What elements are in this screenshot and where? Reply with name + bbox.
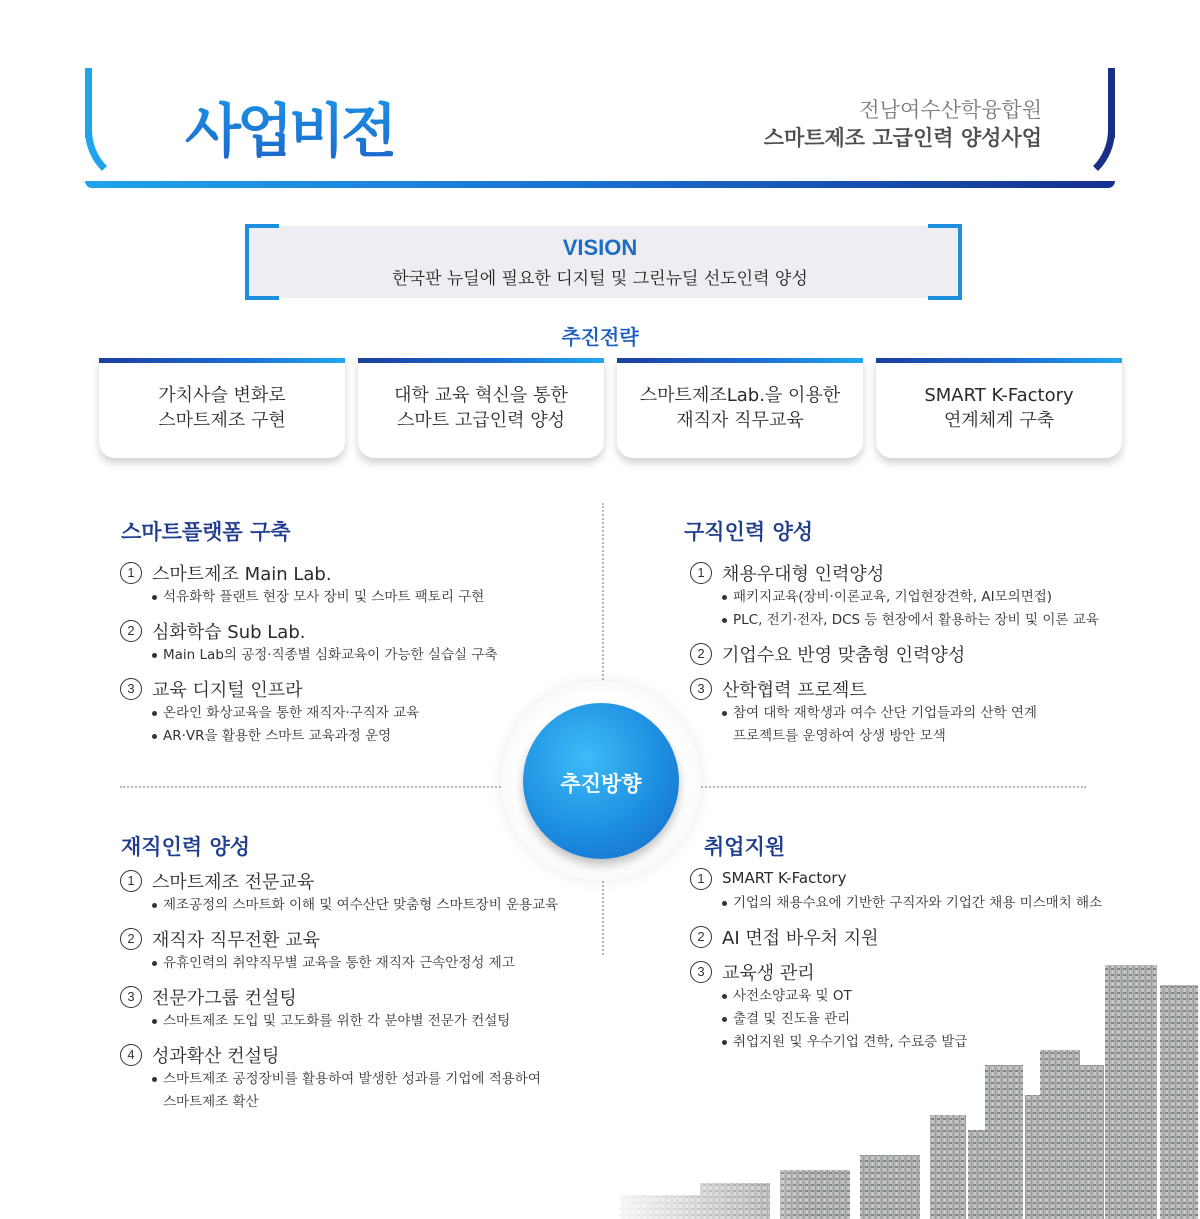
frame-left-edge <box>85 68 92 138</box>
bullet-icon <box>722 1040 727 1045</box>
bullet-icon <box>152 734 157 739</box>
item-number: 3 <box>690 678 712 700</box>
bullet-icon <box>722 595 727 600</box>
quadrant-title-smart-platform: 스마트플랫폼 구축 <box>121 520 291 544</box>
item-detail: 패키지교육(장비·이론교육, 기업현장견학, AI모의면접) <box>722 585 1052 605</box>
item-number: 2 <box>690 926 712 948</box>
item-heading: 채용우대형 인력양성 <box>722 564 885 585</box>
strategy-card-text: 대학 교육 혁신을 통한 스마트 고급인력 양성 <box>394 385 568 431</box>
item-detail-continued: 프로젝트를 운영하여 상생 방안 모색 <box>733 728 946 744</box>
bullet-icon <box>152 595 157 600</box>
bullet-icon <box>722 1017 727 1022</box>
project-name: 스마트제조 고급인력 양성사업 <box>763 126 1042 150</box>
item-detail: 기업의 채용수요에 기반한 구직자와 기업간 채용 미스매치 해소 <box>722 891 1102 911</box>
item-heading: 교육생 관리 <box>722 963 815 984</box>
bullet-icon <box>152 1077 157 1082</box>
item-number: 1 <box>690 562 712 584</box>
item-heading: 전문가그룹 컨설팅 <box>152 988 297 1009</box>
divider-vertical-top <box>602 503 604 688</box>
strategy-card-4 <box>876 358 1122 458</box>
item-detail: 제조공정의 스마트화 이해 및 여수산단 맞춤형 스마트장비 운용교육 <box>152 893 558 913</box>
item-number: 2 <box>120 620 142 642</box>
item-detail: 온라인 화상교육을 통한 재직자·구직자 교육 <box>152 701 419 721</box>
bullet-icon <box>152 961 157 966</box>
item-heading: 산학협력 프로젝트 <box>722 680 867 701</box>
strategy-title: 추진전략 <box>561 325 639 349</box>
item-heading: 스마트제조 전문교육 <box>152 872 315 893</box>
item-number: 4 <box>120 1044 142 1066</box>
item-detail: 사전소양교육 및 OT <box>722 984 852 1004</box>
quadrant-title-employment-support: 취업지원 <box>704 835 786 859</box>
strategy-card-1 <box>99 358 345 458</box>
item-heading: 스마트제조 Main Lab. <box>152 564 332 585</box>
card-top-bar <box>358 358 604 363</box>
item-heading: 재직자 직무전환 교육 <box>152 930 320 951</box>
bullet-icon <box>152 653 157 658</box>
org-name: 전남여수산학융합원 <box>859 98 1042 122</box>
item-detail: 유휴인력의 취약직무별 교육을 통한 재직자 근속안정성 제고 <box>152 951 515 971</box>
item-number: 1 <box>690 868 712 890</box>
item-heading: 성과확산 컨설팅 <box>152 1046 280 1067</box>
quadrant-title-job-seekers: 구직인력 양성 <box>684 520 814 544</box>
item-detail-continued: 스마트제조 확산 <box>163 1094 259 1110</box>
card-top-bar <box>617 358 863 363</box>
item-detail: AR·VR을 활용한 스마트 교육과정 운영 <box>152 724 391 744</box>
strategy-card-text: SMART K-Factory 연계체계 구축 <box>924 385 1074 431</box>
item-heading: AI 면접 바우처 지원 <box>722 928 879 949</box>
item-detail: Main Lab의 공정·직종별 심화교육이 가능한 실습실 구축 <box>152 643 497 663</box>
vision-text: 한국판 뉴딜에 필요한 디지털 및 그린뉴딜 선도인력 양성 <box>392 269 808 289</box>
item-detail: 참여 대학 재학생과 여수 산단 기업들과의 산학 연계 <box>722 701 1037 721</box>
item-detail: PLC, 전기·전자, DCS 등 현장에서 활용하는 장비 및 이론 교육 <box>722 608 1099 628</box>
item-detail: 스마트제조 공정장비를 활용하여 발생한 성과를 기업에 적용하여 <box>152 1067 541 1087</box>
item-detail: 석유화학 플랜트 현장 모사 장비 및 스마트 팩토리 구현 <box>152 585 484 605</box>
item-detail: 출결 및 진도율 관리 <box>722 1007 850 1027</box>
page-title: 사업비전 <box>185 84 393 168</box>
strategy-card-text: 가치사슬 변화로 스마트제조 구현 <box>158 385 286 431</box>
vision-label: VISION <box>562 235 638 260</box>
item-detail: 취업지원 및 우수기업 견학, 수료증 발급 <box>722 1030 967 1050</box>
item-heading: 심화학습 Sub Lab. <box>152 622 306 643</box>
bullet-icon <box>722 901 727 906</box>
bullet-icon <box>152 1019 157 1024</box>
item-number: 3 <box>690 961 712 983</box>
divider-horizontal-right <box>698 786 1086 788</box>
strategy-card-3 <box>617 358 863 458</box>
divider-horizontal-left <box>120 786 505 788</box>
city-skyline-image <box>600 955 1200 1219</box>
frame-right-edge <box>1108 68 1115 138</box>
item-number: 2 <box>690 643 712 665</box>
center-label: 추진방향 <box>560 772 642 796</box>
item-heading: 교육 디지털 인프라 <box>152 680 303 701</box>
strategy-card-text: 스마트제조Lab.을 이용한 재직자 직무교육 <box>639 385 841 431</box>
bullet-icon <box>722 618 727 623</box>
bullet-icon <box>152 903 157 908</box>
bullet-icon <box>722 994 727 999</box>
item-heading: 기업수요 반영 맞춤형 인력양성 <box>722 645 966 666</box>
bullet-icon <box>722 711 727 716</box>
bullet-icon <box>152 711 157 716</box>
card-top-bar <box>99 358 345 363</box>
strategy-card-2 <box>358 358 604 458</box>
item-number: 3 <box>120 678 142 700</box>
card-top-bar <box>876 358 1122 363</box>
item-heading: SMART K-Factory <box>722 869 847 887</box>
item-number: 3 <box>120 986 142 1008</box>
item-detail: 스마트제조 도입 및 고도화를 위한 각 분야별 전문가 컨설팅 <box>152 1009 510 1029</box>
quadrant-title-incumbent-workers: 재직인력 양성 <box>121 835 251 859</box>
item-number: 1 <box>120 562 142 584</box>
item-number: 1 <box>120 870 142 892</box>
item-number: 2 <box>120 928 142 950</box>
